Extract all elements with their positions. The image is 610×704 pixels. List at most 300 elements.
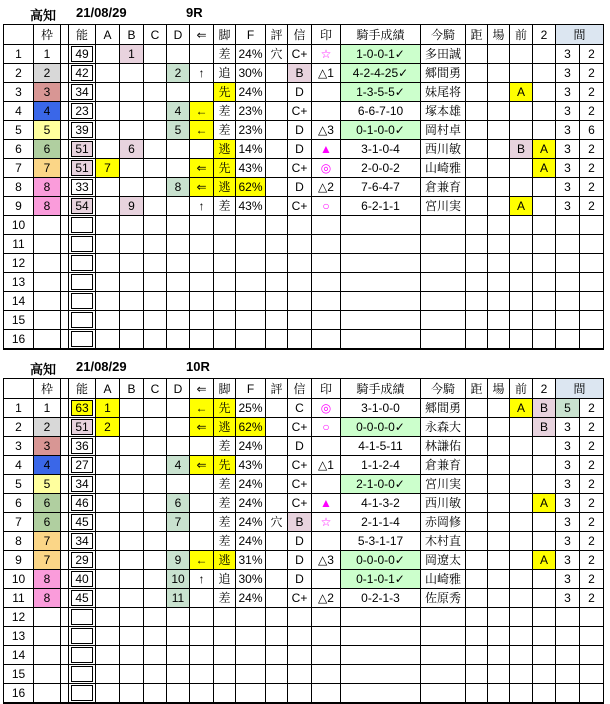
cell-c[interactable]: [144, 273, 167, 292]
cell-ba[interactable]: [488, 494, 510, 513]
cell-a[interactable]: [96, 456, 120, 475]
cell-kyaku[interactable]: 差: [214, 475, 236, 494]
cell-record[interactable]: [341, 684, 421, 704]
cell-mae[interactable]: [510, 627, 533, 646]
cell-ma1[interactable]: 3: [556, 178, 580, 197]
cell-c[interactable]: [144, 178, 167, 197]
cell-nou[interactable]: [69, 418, 96, 437]
cell-a[interactable]: [96, 292, 120, 311]
cell-kyo[interactable]: [466, 570, 488, 589]
cell-kyo[interactable]: [466, 513, 488, 532]
cell-ma2[interactable]: 2: [580, 437, 604, 456]
cell-nou[interactable]: [69, 456, 96, 475]
cell-kyo[interactable]: [466, 178, 488, 197]
cell-nou[interactable]: [69, 197, 96, 216]
cell-gap[interactable]: [61, 64, 69, 83]
cell-nou[interactable]: [69, 45, 96, 64]
cell-waku[interactable]: 2: [34, 418, 61, 437]
cell-hyo[interactable]: [266, 254, 288, 273]
cell-two[interactable]: [533, 311, 556, 330]
cell-record[interactable]: 4-2-4-25✓: [341, 64, 421, 83]
cell-no[interactable]: 1: [4, 399, 34, 418]
cell-ba[interactable]: [488, 475, 510, 494]
cell-kyaku[interactable]: 差: [214, 45, 236, 64]
cell-kyo[interactable]: [466, 627, 488, 646]
cell-gap[interactable]: [61, 608, 69, 627]
cell-gap[interactable]: [61, 197, 69, 216]
cell-ma2[interactable]: [580, 254, 604, 273]
cell-hyo[interactable]: [266, 178, 288, 197]
cell-ma2[interactable]: [580, 646, 604, 665]
cell-gap[interactable]: [61, 456, 69, 475]
cell-b[interactable]: [120, 418, 144, 437]
cell-mark[interactable]: [312, 216, 341, 235]
cell-two[interactable]: [533, 197, 556, 216]
cell-kyo[interactable]: [466, 102, 488, 121]
cell-c[interactable]: [144, 216, 167, 235]
cell-waku[interactable]: [34, 311, 61, 330]
cell-mae[interactable]: [510, 475, 533, 494]
cell-b[interactable]: 1: [120, 45, 144, 64]
cell-nou[interactable]: [69, 589, 96, 608]
cell-b[interactable]: [120, 684, 144, 704]
cell-d[interactable]: 10: [167, 570, 190, 589]
cell-d[interactable]: 11: [167, 589, 190, 608]
cell-mae[interactable]: [510, 64, 533, 83]
cell-b[interactable]: [120, 235, 144, 254]
cell-hyo[interactable]: [266, 570, 288, 589]
cell-kyo[interactable]: [466, 121, 488, 140]
cell-arrow[interactable]: [190, 437, 214, 456]
cell-b[interactable]: [120, 159, 144, 178]
cell-ma1[interactable]: 3: [556, 570, 580, 589]
cell-a[interactable]: 2: [96, 418, 120, 437]
cell-two[interactable]: [533, 589, 556, 608]
cell-waku[interactable]: [34, 254, 61, 273]
cell-two[interactable]: [533, 684, 556, 704]
cell-ma2[interactable]: 2: [580, 64, 604, 83]
cell-a[interactable]: [96, 437, 120, 456]
cell-c[interactable]: [144, 399, 167, 418]
cell-a[interactable]: 1: [96, 399, 120, 418]
cell-no[interactable]: 15: [4, 311, 34, 330]
cell-kyo[interactable]: [466, 197, 488, 216]
cell-f[interactable]: [236, 684, 266, 704]
cell-ma2[interactable]: 2: [580, 45, 604, 64]
cell-c[interactable]: [144, 159, 167, 178]
cell-waku[interactable]: 8: [34, 197, 61, 216]
cell-hyo[interactable]: [266, 83, 288, 102]
cell-c[interactable]: [144, 532, 167, 551]
cell-nou[interactable]: [69, 159, 96, 178]
cell-gap[interactable]: [61, 684, 69, 704]
cell-ma1[interactable]: 3: [556, 456, 580, 475]
cell-nou[interactable]: [69, 102, 96, 121]
cell-f[interactable]: [236, 235, 266, 254]
cell-c[interactable]: [144, 102, 167, 121]
cell-d[interactable]: [167, 646, 190, 665]
cell-kyaku[interactable]: 先: [214, 399, 236, 418]
cell-b[interactable]: [120, 608, 144, 627]
cell-ma2[interactable]: 2: [580, 102, 604, 121]
cell-c[interactable]: [144, 494, 167, 513]
cell-f[interactable]: 24%: [236, 589, 266, 608]
cell-arrow[interactable]: [190, 254, 214, 273]
cell-two[interactable]: [533, 456, 556, 475]
cell-b[interactable]: [120, 532, 144, 551]
cell-arrow[interactable]: ⇐: [190, 159, 214, 178]
cell-f[interactable]: 31%: [236, 551, 266, 570]
cell-arrow[interactable]: ←: [190, 399, 214, 418]
cell-kyo[interactable]: [466, 159, 488, 178]
cell-shin[interactable]: C+: [288, 494, 312, 513]
cell-waku[interactable]: 3: [34, 437, 61, 456]
cell-kyaku[interactable]: 差: [214, 494, 236, 513]
cell-two[interactable]: [533, 235, 556, 254]
cell-two[interactable]: [533, 121, 556, 140]
cell-hyo[interactable]: [266, 102, 288, 121]
cell-gap[interactable]: [61, 570, 69, 589]
cell-ma1[interactable]: 3: [556, 83, 580, 102]
cell-hyo[interactable]: [266, 159, 288, 178]
cell-jockey[interactable]: 妹尾将: [421, 83, 466, 102]
cell-kyaku[interactable]: [214, 665, 236, 684]
cell-arrow[interactable]: [190, 532, 214, 551]
cell-kyaku[interactable]: 先: [214, 83, 236, 102]
cell-a[interactable]: [96, 121, 120, 140]
cell-d[interactable]: [167, 311, 190, 330]
cell-jockey[interactable]: 倉兼育: [421, 178, 466, 197]
cell-ba[interactable]: [488, 513, 510, 532]
cell-a[interactable]: [96, 235, 120, 254]
cell-arrow[interactable]: [190, 494, 214, 513]
cell-arrow[interactable]: ⇐: [190, 178, 214, 197]
cell-f[interactable]: 24%: [236, 475, 266, 494]
cell-arrow[interactable]: [190, 646, 214, 665]
cell-d[interactable]: 7: [167, 513, 190, 532]
cell-mae[interactable]: [510, 254, 533, 273]
cell-ma2[interactable]: 2: [580, 178, 604, 197]
cell-record[interactable]: [341, 646, 421, 665]
cell-hyo[interactable]: [266, 197, 288, 216]
cell-ma2[interactable]: 2: [580, 475, 604, 494]
cell-b[interactable]: [120, 399, 144, 418]
cell-no[interactable]: 4: [4, 456, 34, 475]
cell-kyaku[interactable]: 差: [214, 102, 236, 121]
cell-d[interactable]: [167, 608, 190, 627]
cell-kyaku[interactable]: [214, 273, 236, 292]
cell-ma1[interactable]: [556, 665, 580, 684]
cell-two[interactable]: [533, 665, 556, 684]
cell-two[interactable]: [533, 330, 556, 350]
cell-f[interactable]: [236, 330, 266, 350]
cell-waku[interactable]: 6: [34, 513, 61, 532]
cell-record[interactable]: 2-0-0-2: [341, 159, 421, 178]
cell-nou[interactable]: [69, 513, 96, 532]
cell-arrow[interactable]: [190, 608, 214, 627]
cell-gap[interactable]: [61, 494, 69, 513]
cell-ma2[interactable]: 2: [580, 589, 604, 608]
cell-no[interactable]: 11: [4, 235, 34, 254]
cell-record[interactable]: [341, 665, 421, 684]
cell-b[interactable]: [120, 64, 144, 83]
cell-ma1[interactable]: 3: [556, 475, 580, 494]
cell-kyaku[interactable]: 先: [214, 456, 236, 475]
cell-c[interactable]: [144, 254, 167, 273]
cell-jockey[interactable]: 山崎雅: [421, 159, 466, 178]
cell-f[interactable]: 24%: [236, 532, 266, 551]
cell-nou[interactable]: [69, 684, 96, 704]
cell-c[interactable]: [144, 197, 167, 216]
cell-ma1[interactable]: 3: [556, 418, 580, 437]
cell-f[interactable]: [236, 311, 266, 330]
cell-ba[interactable]: [488, 418, 510, 437]
cell-gap[interactable]: [61, 159, 69, 178]
cell-c[interactable]: [144, 292, 167, 311]
cell-mark[interactable]: △3: [312, 551, 341, 570]
cell-waku[interactable]: [34, 216, 61, 235]
cell-f[interactable]: [236, 627, 266, 646]
cell-record[interactable]: [341, 330, 421, 350]
cell-waku[interactable]: 6: [34, 140, 61, 159]
cell-kyo[interactable]: [466, 254, 488, 273]
cell-ma1[interactable]: 3: [556, 589, 580, 608]
cell-kyaku[interactable]: 先: [214, 159, 236, 178]
cell-kyo[interactable]: [466, 273, 488, 292]
cell-a[interactable]: [96, 494, 120, 513]
cell-shin[interactable]: [288, 665, 312, 684]
cell-jockey[interactable]: 岡遼太: [421, 551, 466, 570]
cell-hyo[interactable]: [266, 665, 288, 684]
cell-ma2[interactable]: 2: [580, 159, 604, 178]
cell-gap[interactable]: [61, 532, 69, 551]
cell-f[interactable]: 25%: [236, 399, 266, 418]
cell-kyaku[interactable]: 逃: [214, 178, 236, 197]
cell-arrow[interactable]: ↑: [190, 197, 214, 216]
cell-mae[interactable]: [510, 589, 533, 608]
cell-ma1[interactable]: [556, 216, 580, 235]
cell-c[interactable]: [144, 608, 167, 627]
cell-nou[interactable]: [69, 494, 96, 513]
cell-kyaku[interactable]: 追: [214, 64, 236, 83]
cell-a[interactable]: [96, 178, 120, 197]
cell-nou[interactable]: [69, 399, 96, 418]
cell-b[interactable]: [120, 475, 144, 494]
cell-gap[interactable]: [61, 330, 69, 350]
cell-ma1[interactable]: 3: [556, 494, 580, 513]
cell-nou[interactable]: [69, 330, 96, 350]
cell-b[interactable]: [120, 456, 144, 475]
cell-hyo[interactable]: 穴: [266, 45, 288, 64]
cell-a[interactable]: [96, 551, 120, 570]
cell-kyaku[interactable]: 差: [214, 197, 236, 216]
cell-f[interactable]: 62%: [236, 178, 266, 197]
cell-nou[interactable]: [69, 121, 96, 140]
cell-ba[interactable]: [488, 64, 510, 83]
cell-shin[interactable]: D: [288, 178, 312, 197]
cell-no[interactable]: 12: [4, 254, 34, 273]
cell-gap[interactable]: [61, 437, 69, 456]
cell-jockey[interactable]: [421, 311, 466, 330]
cell-shin[interactable]: D: [288, 140, 312, 159]
cell-shin[interactable]: [288, 627, 312, 646]
cell-nou[interactable]: [69, 665, 96, 684]
cell-jockey[interactable]: 郷間勇: [421, 399, 466, 418]
cell-record[interactable]: [341, 216, 421, 235]
cell-a[interactable]: [96, 665, 120, 684]
cell-two[interactable]: [533, 475, 556, 494]
cell-kyo[interactable]: [466, 83, 488, 102]
cell-c[interactable]: [144, 456, 167, 475]
cell-no[interactable]: 6: [4, 494, 34, 513]
cell-mark[interactable]: [312, 684, 341, 704]
cell-arrow[interactable]: [190, 140, 214, 159]
cell-nou[interactable]: [69, 216, 96, 235]
cell-record[interactable]: 0-2-1-3: [341, 589, 421, 608]
cell-f[interactable]: [236, 216, 266, 235]
cell-d[interactable]: 6: [167, 494, 190, 513]
cell-waku[interactable]: 7: [34, 532, 61, 551]
cell-gap[interactable]: [61, 646, 69, 665]
cell-nou[interactable]: [69, 254, 96, 273]
cell-arrow[interactable]: [190, 292, 214, 311]
cell-hyo[interactable]: [266, 330, 288, 350]
cell-two[interactable]: [533, 437, 556, 456]
cell-record[interactable]: 2-1-0-0✓: [341, 475, 421, 494]
cell-kyaku[interactable]: [214, 627, 236, 646]
cell-a[interactable]: 7: [96, 159, 120, 178]
cell-ma1[interactable]: [556, 235, 580, 254]
cell-c[interactable]: [144, 140, 167, 159]
cell-c[interactable]: [144, 475, 167, 494]
cell-nou[interactable]: [69, 64, 96, 83]
cell-no[interactable]: 13: [4, 273, 34, 292]
cell-f[interactable]: [236, 273, 266, 292]
cell-kyaku[interactable]: [214, 254, 236, 273]
cell-a[interactable]: [96, 140, 120, 159]
cell-arrow[interactable]: [190, 589, 214, 608]
cell-f[interactable]: [236, 646, 266, 665]
cell-hyo[interactable]: [266, 627, 288, 646]
cell-no[interactable]: 7: [4, 513, 34, 532]
cell-jockey[interactable]: 山崎雅: [421, 570, 466, 589]
cell-ma2[interactable]: [580, 273, 604, 292]
cell-kyo[interactable]: [466, 418, 488, 437]
cell-kyo[interactable]: [466, 551, 488, 570]
cell-d[interactable]: 9: [167, 551, 190, 570]
cell-record[interactable]: 7-6-4-7: [341, 178, 421, 197]
cell-mark[interactable]: ◎: [312, 399, 341, 418]
cell-a[interactable]: [96, 570, 120, 589]
cell-c[interactable]: [144, 570, 167, 589]
cell-arrow[interactable]: [190, 311, 214, 330]
cell-no[interactable]: 3: [4, 437, 34, 456]
cell-b[interactable]: [120, 330, 144, 350]
cell-ba[interactable]: [488, 197, 510, 216]
cell-gap[interactable]: [61, 273, 69, 292]
cell-two[interactable]: [533, 64, 556, 83]
cell-ba[interactable]: [488, 608, 510, 627]
cell-mae[interactable]: [510, 273, 533, 292]
cell-mark[interactable]: ☆: [312, 45, 341, 64]
cell-hyo[interactable]: [266, 273, 288, 292]
cell-kyo[interactable]: [466, 437, 488, 456]
cell-kyo[interactable]: [466, 684, 488, 704]
cell-no[interactable]: 12: [4, 608, 34, 627]
cell-waku[interactable]: 6: [34, 494, 61, 513]
cell-jockey[interactable]: [421, 330, 466, 350]
cell-f[interactable]: 43%: [236, 197, 266, 216]
cell-d[interactable]: [167, 292, 190, 311]
cell-jockey[interactable]: 宮川実: [421, 475, 466, 494]
cell-d[interactable]: [167, 159, 190, 178]
cell-arrow[interactable]: [190, 330, 214, 350]
cell-record[interactable]: [341, 254, 421, 273]
cell-hyo[interactable]: [266, 292, 288, 311]
cell-no[interactable]: 9: [4, 197, 34, 216]
cell-no[interactable]: 16: [4, 684, 34, 704]
cell-nou[interactable]: [69, 437, 96, 456]
cell-record[interactable]: 3-1-0-0: [341, 399, 421, 418]
cell-shin[interactable]: [288, 684, 312, 704]
cell-mae[interactable]: [510, 665, 533, 684]
cell-d[interactable]: [167, 532, 190, 551]
cell-jockey[interactable]: [421, 254, 466, 273]
cell-jockey[interactable]: [421, 646, 466, 665]
cell-mae[interactable]: [510, 608, 533, 627]
cell-mae[interactable]: [510, 418, 533, 437]
cell-two[interactable]: [533, 608, 556, 627]
cell-mae[interactable]: B: [510, 140, 533, 159]
cell-mark[interactable]: [312, 273, 341, 292]
cell-jockey[interactable]: [421, 235, 466, 254]
cell-f[interactable]: 24%: [236, 45, 266, 64]
cell-ma2[interactable]: [580, 216, 604, 235]
cell-arrow[interactable]: ↑: [190, 64, 214, 83]
cell-gap[interactable]: [61, 235, 69, 254]
cell-jockey[interactable]: [421, 627, 466, 646]
cell-shin[interactable]: [288, 608, 312, 627]
cell-ma1[interactable]: 3: [556, 551, 580, 570]
cell-ba[interactable]: [488, 627, 510, 646]
cell-record[interactable]: 0-1-0-1✓: [341, 570, 421, 589]
cell-b[interactable]: [120, 292, 144, 311]
cell-ba[interactable]: [488, 684, 510, 704]
cell-mark[interactable]: △2: [312, 178, 341, 197]
cell-d[interactable]: [167, 475, 190, 494]
cell-a[interactable]: [96, 627, 120, 646]
cell-d[interactable]: 5: [167, 121, 190, 140]
cell-a[interactable]: [96, 197, 120, 216]
cell-mark[interactable]: [312, 627, 341, 646]
cell-shin[interactable]: D: [288, 121, 312, 140]
cell-mae[interactable]: [510, 102, 533, 121]
cell-ma1[interactable]: 3: [556, 159, 580, 178]
cell-nou[interactable]: [69, 140, 96, 159]
cell-gap[interactable]: [61, 399, 69, 418]
cell-ma1[interactable]: [556, 292, 580, 311]
cell-c[interactable]: [144, 235, 167, 254]
cell-b[interactable]: [120, 551, 144, 570]
cell-shin[interactable]: C+: [288, 102, 312, 121]
cell-kyaku[interactable]: 差: [214, 437, 236, 456]
cell-mark[interactable]: [312, 437, 341, 456]
cell-jockey[interactable]: [421, 292, 466, 311]
cell-jockey[interactable]: 赤岡修: [421, 513, 466, 532]
cell-kyaku[interactable]: 差: [214, 589, 236, 608]
cell-mark[interactable]: [312, 254, 341, 273]
cell-no[interactable]: 9: [4, 551, 34, 570]
